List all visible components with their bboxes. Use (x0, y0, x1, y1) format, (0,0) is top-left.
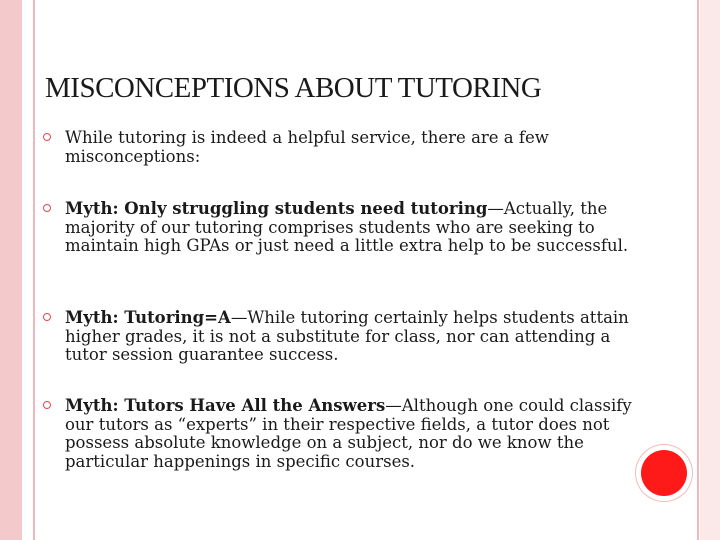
slide-title: MISCONCEPTIONS ABOUT TUTORING (45, 72, 542, 104)
bullet-text (65, 200, 640, 256)
bullet-text (65, 309, 640, 365)
bullet-circle-icon (43, 401, 51, 409)
bullet-lead: Myth: Tutors Have All the Answers (65, 396, 386, 415)
right-frame-band (700, 0, 720, 540)
left-frame-band (0, 0, 22, 540)
red-circle-icon (641, 450, 687, 496)
bullet-text (65, 129, 640, 166)
bullet-circle-icon (43, 313, 51, 321)
bullet-circle-icon (43, 133, 51, 141)
right-frame-line (697, 0, 699, 540)
bullet-body: —While tutoring certainly helps students attain higher grades, it is not a substitute for class, nor can attending a tutor session guarantee success. (65, 308, 629, 364)
bullet-body: —Actually, the majority of our tutoring comprises students who are seeking to maintain high GPAs or just need a little extra help to be successful. (65, 199, 629, 255)
bullet-lead: Myth: Tutoring=A (65, 308, 231, 327)
bullet-text (65, 397, 640, 471)
bullet-lead: Myth: Only struggling students need tutoring (65, 199, 488, 218)
bullet-circle-icon (43, 204, 51, 212)
left-frame-line (33, 0, 35, 540)
bullet-body: While tutoring is indeed a helpful service, there are a few misconceptions: (65, 128, 549, 166)
bullet-body: —Although one could classify our tutors as “experts” in their respective fields, a tutor does not possess absolute knowledge on a subject, nor do we know the particular happenings in specific courses. (65, 396, 632, 471)
